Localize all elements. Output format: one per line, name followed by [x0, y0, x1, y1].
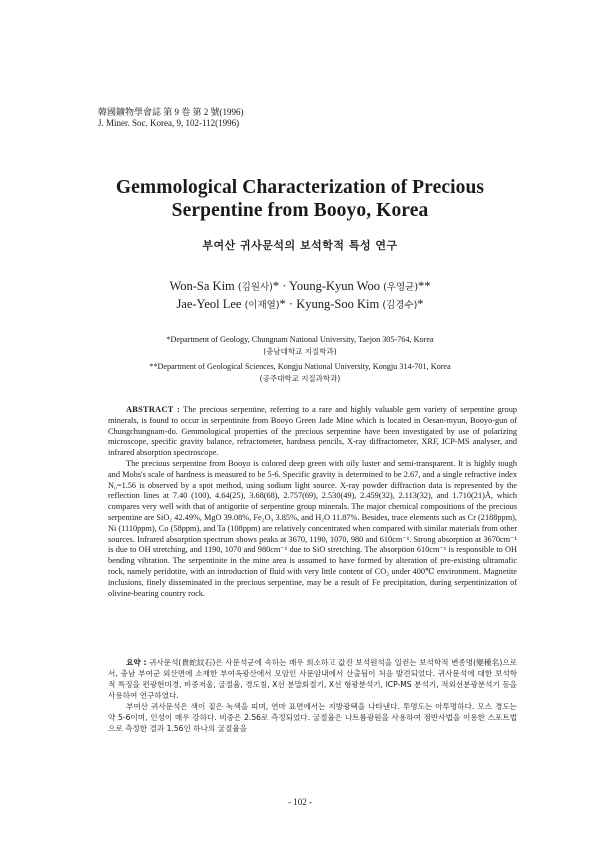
author-name-korean: (우영균) [383, 282, 419, 293]
affiliation-english: **Department of Geological Sciences, Kongju National University, Kongju 314-701, Korea [149, 362, 451, 371]
journal-header [98, 107, 244, 129]
author-affil-mark: * [272, 279, 280, 293]
author-separator: · [279, 279, 290, 293]
author-name-korean: (이재열) [244, 300, 280, 311]
korean-abstract-paragraph-2: 부여산 귀사문석은 색이 짙은 녹색을 띠며, 연마 표면에서는 지방광택을 나타낸다. 투명도는 아투명하다. 모스 경도는 약 5-6이며, 인성이 매우 강하다. 비중은 2.56로 측정되었다. 굴절율은 나트륨광원을 사용하여 점반사법을 이용한 스포트법으로 측정한 결과 1.56인 하나의 굴절율을 [108, 702, 517, 733]
journal-citation-korean: 韓國鑛物學會誌 第 9 卷 第 2 號(1996) [98, 107, 244, 117]
affiliation-english: *Department of Geology, Chungnam National University, Taejon 305-764, Korea [166, 335, 434, 344]
author-name: Young-Kyun Woo [289, 279, 380, 293]
abstract-korean [108, 657, 517, 734]
abstract-label: ABSTRACT : [126, 405, 181, 414]
author-name: Jae-Yeol Lee [176, 297, 242, 311]
author-name-korean: (김원사) [237, 282, 273, 293]
paper-title-korean: 부여산 귀사문석의 보석학적 특성 연구 [202, 239, 398, 252]
author-list [40, 278, 560, 314]
affiliation-1 [60, 334, 540, 358]
author-name: Kyung-Soo Kim [296, 297, 380, 311]
affiliation-korean: (공주대학교 지질과학과) [259, 374, 341, 383]
affiliation-2 [60, 361, 540, 385]
korean-abstract-paragraph-1 [108, 657, 517, 701]
paper-title [60, 176, 540, 222]
author-name: Won-Sa Kim [169, 279, 235, 293]
abstract-english [108, 405, 517, 599]
abstract-paragraph-2: The precious serpentine from Booyo is colored deep green with oily luster and semi-transparent. It is highly tough and Mohs's scale of hardness is measured to be 5-6. Specific gravity is determined to be 2.67, and a single refractive index N₀=1.56 is observed by a spot method, using sodium light source. X-ray powder diffraction data is represented by the reflection lines at 7.40 (100), 4.64(25), 3.68(68), 2.757(69), 2.530(49), 2.459(32), 2.113(32), and 1.710(21)Å, which compares very well with that of antigorite of serpentine group minerals. The major chemical compositions of the precious serpentine are SiO₂ 42.49%, MgO 39.08%, Fe₂O₃ 3.85%, and H₂O 11.87%. Besides, trace elements such as Cr (2188ppm), Ni (1110ppm), Co (58ppm), and Ta (108ppm) are relatively concentrated when compared with similar materials from other sources. Infrared absorption spectrum shows peaks at 3670, 1190, 1070, 980 and 610cm⁻¹. Strong absorption at 3670cm⁻¹ is due to OH stretching, and 1190, 1070 and 980cm⁻¹ due to SiO stretching. The absorption 610cm⁻¹ is responsible to OH bending vibration. The serpentinite in the mine area is assumed to have formed by alteration of pre-existing ultramafic rock, namely peridotite, with an introduction of fluid with very little content of CO₂ under 400℃ environment. Magnetite inclusions, finely disseminated in the precious serpentine, may be a result of Fe precipitation, during serpentinization of olivine-bearing country rock. [108, 458, 517, 598]
affiliation-korean: (충남대학교 지질학과) [263, 347, 337, 356]
author-line-1 [40, 278, 560, 296]
author-line-2 [40, 296, 560, 314]
author-separator: · [285, 297, 297, 311]
author-affil-mark: ** [418, 279, 431, 293]
abstract-text: The precious serpentine, referring to a rare and highly valuable gem variety of serpentine group minerals, is found to occur in serpentinite from Booyo Green Jade Mine which is located in Oesan-myun, Booyo-gun of Chungchungnam-do. Gemmological properties of the precious serpentine have been investigated by use of polarizing microscope, specific gravity balance, refractometer, hardness pencils, X-ray diffractometer, XRF, ICP-MS analyser, and infrared absorption spectroscope. [108, 405, 517, 458]
author-affil-mark: * [417, 297, 424, 311]
author-affil-mark: * [279, 297, 286, 311]
korean-abstract-text: 귀사문석(貴蛇紋石)은 사문석군에 속하는 매우 희소하고 값진 보석원석을 일컫는 보석학적 변종명(變種名)으로서, 충남 부여군 외산면에 소재한 부여옥광산에서 모암인 사문암내에서 산출됨이 처음 발견되었다. 귀사문석에 대한 보석학적 특징을 편광현미경, 비중저울, 굴절율, 경도침, X선 분말회절기, X선 형광분석기, ICP-MS 분석기, 적외선분광분석기 등을 사용하여 연구하였다. [108, 658, 518, 700]
author-name-korean: (김경수) [382, 300, 418, 311]
korean-abstract-label: 요약 : [126, 658, 147, 667]
paper-title-line-2: Serpentine from Booyo, Korea [171, 200, 429, 221]
journal-citation-english: J. Miner. Soc. Korea, 9, 102-112(1996) [98, 118, 240, 128]
paper-title-line-1: Gemmological Characterization of Precious [115, 177, 485, 198]
abstract-paragraph-1 [108, 405, 517, 459]
page-number: - 102 - [288, 797, 312, 807]
